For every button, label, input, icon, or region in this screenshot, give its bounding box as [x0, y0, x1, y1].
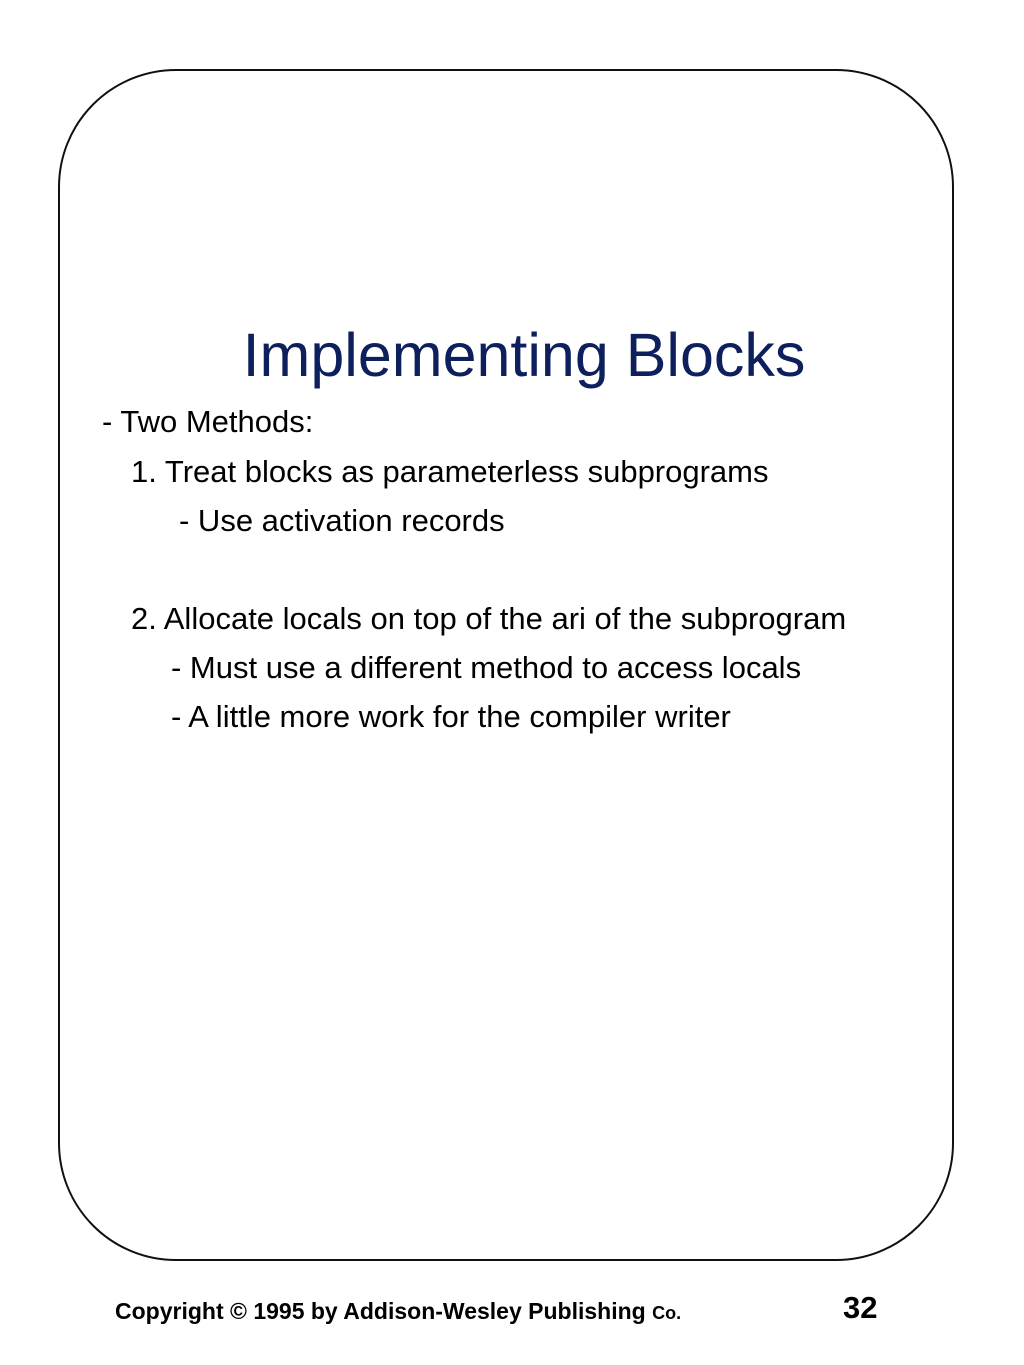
slide-title: Implementing Blocks	[242, 321, 806, 389]
method-2: 2. Allocate locals on top of the ari of the subprogram	[131, 601, 847, 636]
method-1-detail: - Use activation records	[179, 503, 505, 538]
method-2-detail-1: - Must use a different method to access locals	[171, 650, 802, 685]
footer-copyright	[115, 1296, 681, 1328]
method-1: 1. Treat blocks as parameterless subprograms	[131, 454, 769, 489]
bullet-two-methods: - Two Methods:	[102, 404, 314, 439]
copyright-text: Copyright © 1995 by Addison-Wesley Publishing	[115, 1298, 653, 1324]
page-number: 32	[843, 1290, 878, 1325]
method-2-detail-2: - A little more work for the compiler writer	[171, 699, 731, 734]
copyright-suffix: Co.	[652, 1303, 682, 1323]
